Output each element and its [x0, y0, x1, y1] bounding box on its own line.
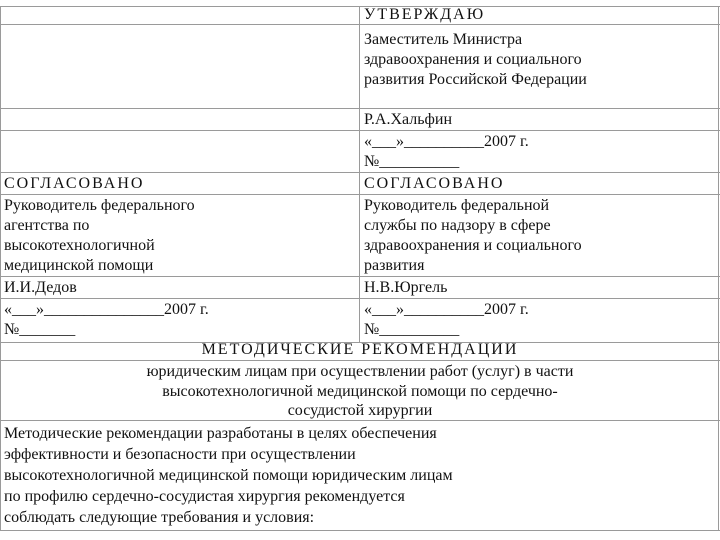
table-rule — [0, 130, 720, 131]
column-divider — [359, 6, 360, 342]
subtitle-line: юридическим лицам при осуществлении работ (услуг) в части — [146, 363, 574, 380]
body-line: высокотехнологичной медицинской помощи юридическим лицам — [4, 467, 453, 484]
table-border-bottom — [0, 530, 720, 531]
approve-heading: УТВЕРЖДАЮ — [364, 6, 486, 23]
agreed-right-date-line: «___»__________2007 г. — [364, 301, 529, 318]
table-border-right — [718, 6, 719, 530]
approve-signer: Р.А.Хальфин — [364, 111, 453, 128]
table-rule — [0, 24, 720, 25]
agreed-right-position-line: развития — [364, 257, 425, 274]
table-rule — [0, 108, 720, 109]
agreed-right-position-line: службы по надзору в сфере — [364, 217, 551, 234]
approve-date-line: «___»__________2007 г. — [364, 133, 529, 150]
body-line: эффективности и безопасности при осуществлении — [4, 446, 356, 463]
table-rule — [0, 172, 720, 173]
agreed-right-signer: Н.В.Юргель — [364, 279, 448, 296]
subtitle-line: высокотехнологичной медицинской помощи по сердечно- — [162, 383, 558, 400]
table-rule — [0, 360, 720, 361]
agreed-left-number-line: №_______ — [4, 321, 76, 338]
body-line: Методические рекомендации разработаны в целях обеспечения — [4, 425, 437, 442]
agreed-left-position-line: агентства по — [4, 217, 90, 234]
document-title: МЕТОДИЧЕСКИЕ РЕКОМЕНДАЦИИ — [201, 341, 519, 358]
table-rule — [0, 298, 720, 299]
approve-position-line: развития Российской Федерации — [364, 71, 587, 88]
agreed-left-date-line: «___»_______________2007 г. — [4, 301, 209, 318]
agreed-right-number-line: №__________ — [364, 321, 460, 338]
approve-position-line: Заместитель Министра — [364, 31, 523, 48]
approve-number-line: №__________ — [364, 153, 460, 170]
agreed-heading-left: СОГЛАСОВАНО — [4, 175, 145, 192]
agreed-left-position-line: высокотехнологичной — [4, 237, 155, 254]
subtitle-line: сосудистой хирургии — [287, 402, 433, 419]
table-rule — [0, 276, 720, 277]
agreed-right-position-line: здравоохранения и социального — [364, 237, 582, 254]
agreed-right-position-line: Руководитель федеральной — [364, 197, 550, 214]
body-line: по профилю сердечно-сосудистая хирургия рекомендуется — [4, 488, 405, 505]
table-border-left — [0, 6, 1, 530]
table-rule — [0, 194, 720, 195]
agreed-left-position-line: медицинской помощи — [4, 257, 154, 274]
agreed-heading-right: СОГЛАСОВАНО — [364, 175, 505, 192]
body-line: соблюдать следующие требования и условия: — [4, 509, 315, 526]
approve-position-line: здравоохранения и социального — [364, 51, 582, 68]
table-border-top — [0, 6, 720, 7]
agreed-left-position-line: Руководитель федерального — [4, 197, 195, 214]
agreed-left-signer: И.И.Дедов — [4, 279, 77, 296]
